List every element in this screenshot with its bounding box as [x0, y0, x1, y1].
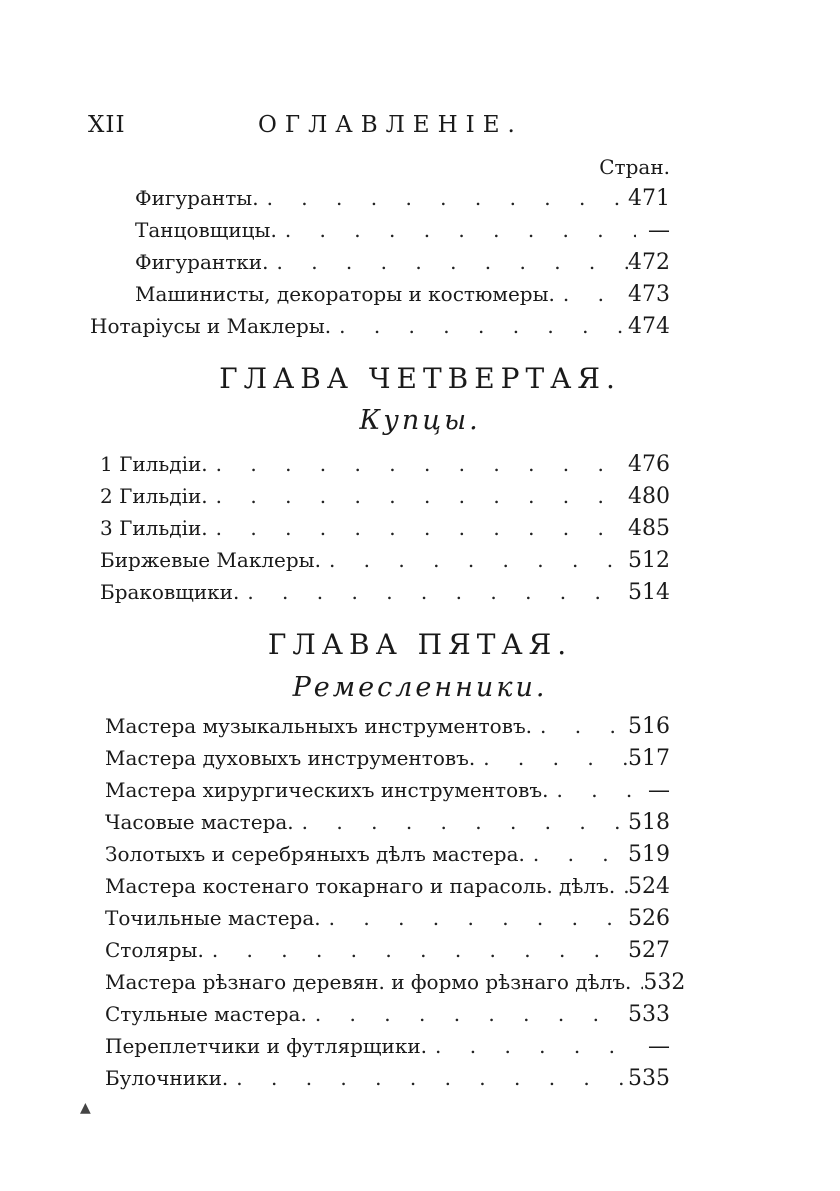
leader-dots	[239, 580, 628, 604]
toc-entry-label: Фигуранты.	[135, 186, 259, 210]
scan-mark-icon: ▲	[80, 1100, 91, 1116]
toc-entry	[105, 1034, 670, 1064]
toc-entry-label: Часовые мастера.	[105, 810, 294, 834]
toc-entry	[100, 548, 670, 578]
leader-dots	[277, 218, 636, 242]
toc-entry	[105, 1002, 670, 1032]
toc-entry-page: —	[648, 218, 670, 243]
toc-entry-label: Фигурантки.	[135, 250, 269, 274]
toc-entry-label: Стульные мастера.	[105, 1002, 307, 1026]
leader-dots	[525, 842, 628, 866]
toc-entry	[135, 282, 670, 312]
toc-entry	[105, 906, 670, 936]
leader-dots	[307, 1002, 628, 1026]
toc-entry-label: Танцовщицы.	[135, 218, 277, 242]
toc-entry	[105, 842, 670, 872]
leader-dots	[259, 186, 628, 210]
toc-entry	[100, 452, 670, 482]
leader-dots	[294, 810, 628, 834]
toc-entry-page: 480	[628, 484, 670, 509]
toc-entry	[100, 516, 670, 546]
leader-dots	[321, 548, 628, 572]
toc-entry-page: 527	[628, 938, 670, 963]
toc-entry-label: Браковщики.	[100, 580, 240, 604]
leader-dots	[204, 938, 628, 962]
toc-entry	[105, 810, 670, 840]
toc-entry-page: 476	[628, 452, 670, 477]
page-column-label: Стран.	[599, 155, 670, 179]
toc-entry	[105, 1066, 670, 1096]
toc-entry	[105, 874, 670, 904]
toc-entry-label: Мастера хирургическихъ инструментовъ.	[105, 778, 549, 802]
toc-entry-label: Мастера костенаго токарнаго и парасоль. дѣлъ.	[105, 874, 616, 898]
leader-dots	[555, 282, 628, 306]
toc-entry	[135, 250, 670, 280]
toc-entry-page: 532	[643, 970, 686, 995]
toc-entry	[100, 484, 670, 514]
chapter-subtitle: Купцы.	[359, 405, 481, 436]
toc-entry-page: 516	[628, 714, 670, 739]
leader-dots	[631, 970, 643, 994]
toc-entry-label: Биржевые Маклеры.	[100, 548, 321, 572]
chapter-heading: ГЛАВА ЧЕТВЕРТАЯ.	[219, 362, 621, 395]
toc-entry-page: 473	[628, 282, 670, 307]
toc-entry-label: 3 Гильдіи.	[100, 516, 208, 540]
toc-entry-page: 485	[628, 516, 670, 541]
toc-entry-label: 1 Гильдіи.	[100, 452, 208, 476]
toc-entry-page: 526	[628, 906, 670, 931]
toc-entry	[90, 314, 670, 344]
toc-entry-label: Мастера духовыхъ инструментовъ.	[105, 746, 476, 770]
toc-entry-label: Золотыхъ и серебряныхъ дѣлъ мастера.	[105, 842, 525, 866]
toc-entry	[105, 938, 670, 968]
leader-dots	[549, 778, 637, 802]
leader-dots	[208, 484, 628, 508]
toc-entry-label: Мастера музыкальныхъ инструментовъ.	[105, 714, 533, 738]
chapter-subtitle: Ремесленники.	[292, 672, 548, 703]
toc-entry-label: Точильные мастера.	[105, 906, 321, 930]
page-number: XII	[88, 112, 126, 138]
leader-dots	[269, 250, 629, 274]
running-title: ОГЛАВЛЕНIЕ.	[258, 112, 523, 138]
toc-entry-page: 471	[628, 186, 670, 211]
toc-entry-page: 474	[628, 314, 670, 339]
toc-entry	[105, 970, 686, 1000]
toc-entry-label: Переплетчики и футлярщики.	[105, 1034, 428, 1058]
chapter-heading: ГЛАВА ПЯТАЯ.	[267, 628, 573, 661]
toc-entry-page: 519	[628, 842, 670, 867]
toc-entry-page: 533	[628, 1002, 670, 1027]
toc-entry-page: 514	[628, 580, 670, 605]
leader-dots	[475, 746, 628, 770]
toc-entry	[105, 714, 670, 744]
page-header	[88, 112, 688, 146]
toc-entry-page: —	[648, 1034, 670, 1059]
leader-dots	[532, 714, 628, 738]
toc-entry-label: Булочники.	[105, 1066, 229, 1090]
leader-dots	[615, 874, 628, 898]
toc-entry-label: Столяры.	[105, 938, 204, 962]
toc-entry-label: Мастера рѣзнаго деревян. и формо рѣзнаго дѣлъ.	[105, 970, 632, 994]
leader-dots	[427, 1034, 636, 1058]
toc-entry-page: 535	[628, 1066, 670, 1091]
leader-dots	[208, 452, 628, 476]
leader-dots	[228, 1066, 628, 1090]
toc-entry-page: 472	[628, 250, 670, 275]
leader-dots	[208, 516, 628, 540]
toc-entry-page: 512	[628, 548, 670, 573]
toc-entry	[105, 778, 670, 808]
toc-entry-label: 2 Гильдіи.	[100, 484, 208, 508]
toc-entry-label: Нотаріусы и Маклеры.	[90, 314, 332, 338]
toc-entry	[100, 580, 670, 610]
leader-dots	[331, 314, 628, 338]
leader-dots	[321, 906, 628, 930]
toc-entry-label: Машинисты, декораторы и костюмеры.	[135, 282, 555, 306]
toc-entry	[105, 746, 670, 776]
toc-entry-page: 524	[628, 874, 670, 899]
toc-entry	[135, 218, 670, 248]
toc-entry	[135, 186, 670, 216]
toc-entry-page: 517	[628, 746, 670, 771]
toc-entry-page: 518	[628, 810, 670, 835]
toc-entry-page: —	[648, 778, 670, 803]
